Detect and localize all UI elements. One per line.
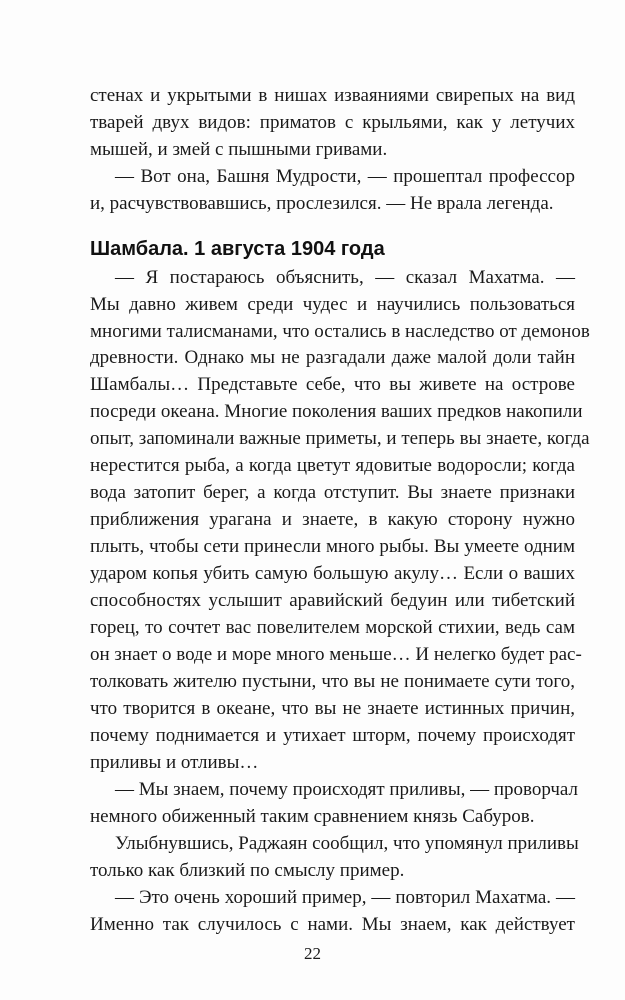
text-line: посреди океана. Многие поколения ваших предков накопили xyxy=(90,401,583,422)
text-line: Улыбнувшись, Раджаян сообщил, что упомянул приливы xyxy=(115,833,579,854)
text-line: почему поднимается и утихает шторм, почему происходят xyxy=(90,725,575,746)
text-line: приливы и отливы… xyxy=(90,752,259,773)
text-line: он знает о воде и море много меньше… И нелегко будет рас- xyxy=(90,644,582,665)
text-line: приближения урагана и знаете, в какую сторону нужно xyxy=(90,509,575,530)
text-line: только как близкий по смыслу пример. xyxy=(90,860,405,881)
text-line: что творится в океане, что вы не знаете истинных причин, xyxy=(90,698,575,719)
text-line: — Это очень хороший пример, — повторил Махатма. — xyxy=(115,887,575,908)
text-line: — Мы знаем, почему происходят приливы, — проворчал xyxy=(115,779,579,800)
text-line: тварей двух видов: приматов с крыльями, как у летучих xyxy=(90,112,575,133)
text-line: немного обиженный таким сравнением князь Сабуров. xyxy=(90,806,535,827)
text-line: плыть, чтобы сети принесли много рыбы. Вы умеете одним xyxy=(90,536,575,557)
text-line: — Вот она, Башня Мудрости, — прошептал профессор xyxy=(115,166,575,187)
text-line: Мы давно живем среди чудес и научились пользоваться xyxy=(90,294,575,315)
text-line: стенах и укрытыми в нишах изваяниями свирепых на вид xyxy=(90,85,575,106)
text-line: и, расчувствовавшись, прослезился. — Не врала легенда. xyxy=(90,193,554,214)
text-line: способностях услышит аравийский бедуин или тибетский xyxy=(90,590,575,611)
text-line: вода затопит берег, а когда отступит. Вы знаете признаки xyxy=(90,482,575,503)
text-line: Именно так случилось с нами. Мы знаем, как действует xyxy=(90,914,575,935)
text-line: многими талисманами, что остались в наследство от демонов xyxy=(90,321,590,342)
text-line: горец, то сочтет вас повелителем морской стихии, ведь сам xyxy=(90,617,575,638)
text-line: опыт, запоминали важные приметы, и теперь вы знаете, когда xyxy=(90,428,590,449)
section-heading: Шамбала. 1 августа 1904 года xyxy=(90,238,385,260)
text-line: ударом копья убить самую большую акулу… Если о ваших xyxy=(90,563,575,584)
text-line: мышей, и змей с пышными гривами. xyxy=(90,139,388,160)
page-number: 22 xyxy=(304,944,321,963)
text-line: — Я постараюсь объяснить, — сказал Махатма. — xyxy=(115,267,575,288)
text-line: нерестится рыба, а когда цветут ядовитые водоросли; когда xyxy=(90,455,575,476)
text-line: древности. Однако мы не разгадали даже малой доли тайн xyxy=(90,347,575,368)
text-line: Шамбалы… Представьте себе, что вы живете на острове xyxy=(90,374,575,395)
text-line: толковать жителю пустыни, что вы не понимаете сути того, xyxy=(90,671,575,692)
